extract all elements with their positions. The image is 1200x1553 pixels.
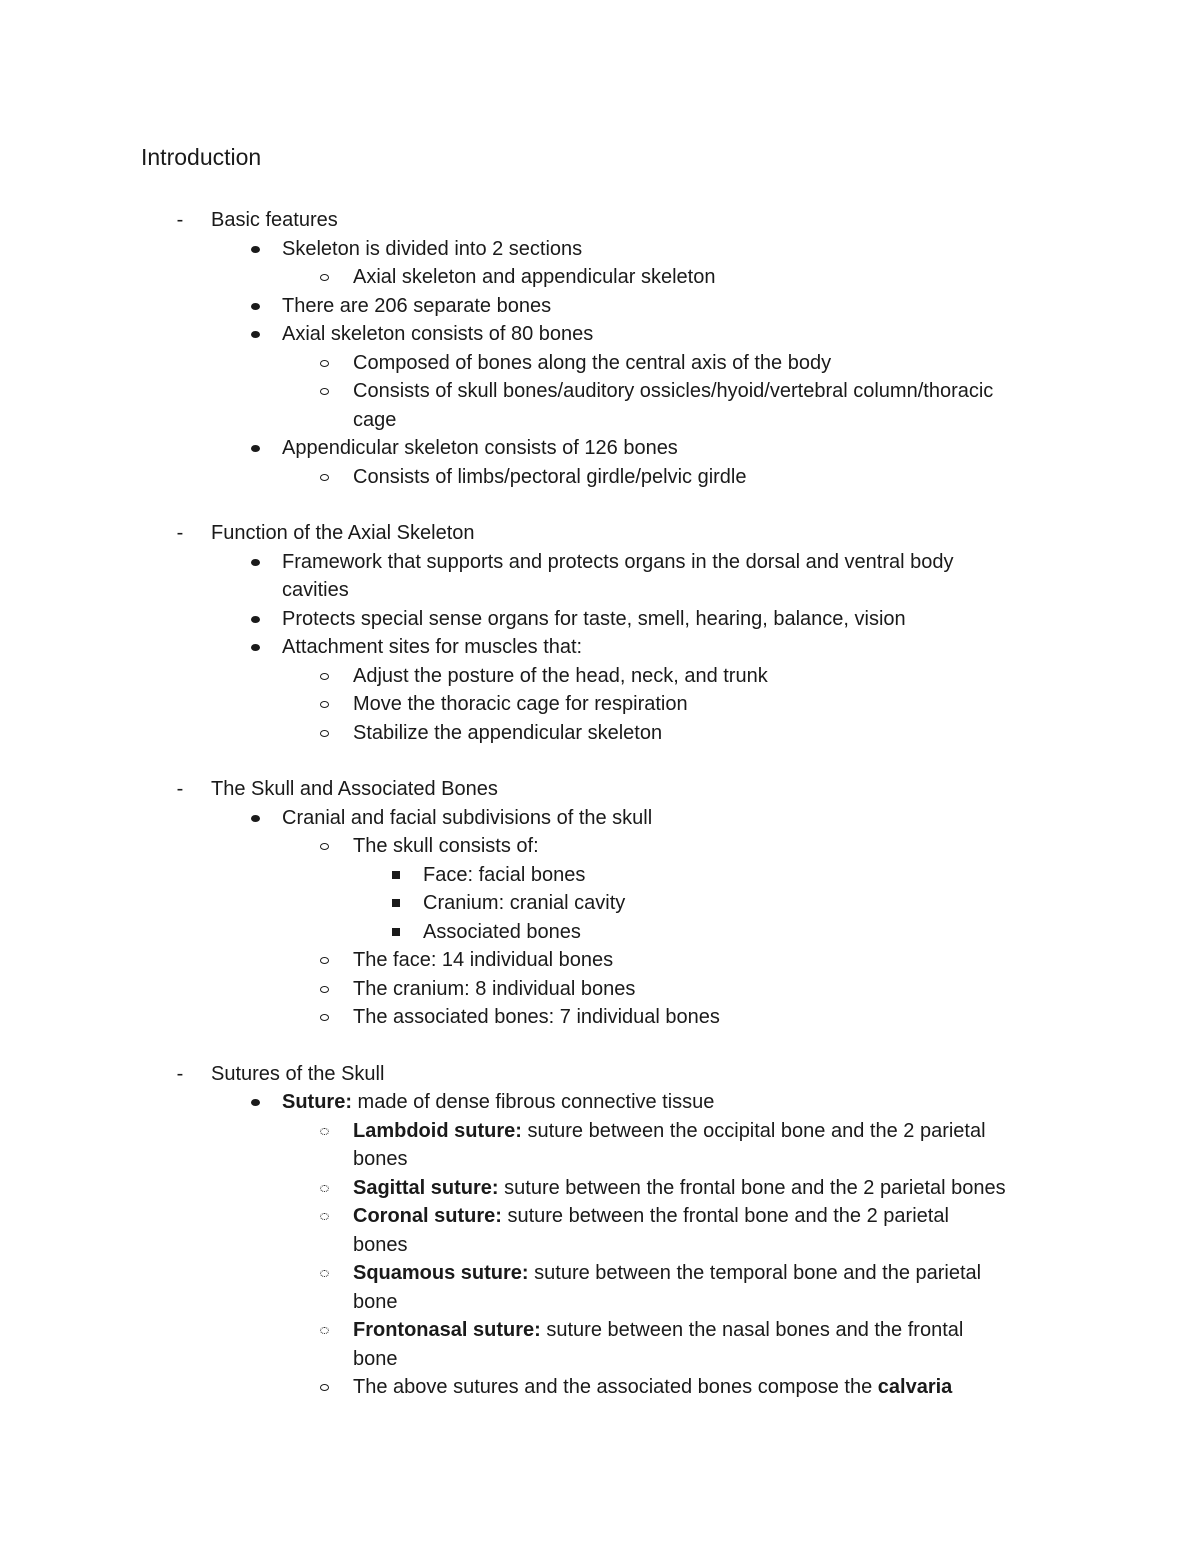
list-item: There are 206 separate bones — [0, 292, 1200, 321]
term: calvaria — [877, 1376, 953, 1398]
list-item-continuation: bones — [353, 1233, 408, 1256]
list-item: Cranium: cranial cavity — [0, 889, 1200, 918]
term: Lambdoid suture: — [353, 1119, 522, 1142]
term: Suture: — [282, 1091, 352, 1113]
page-title: Introduction — [141, 144, 262, 170]
list-item-continuation: cavities — [282, 579, 349, 601]
list-item: Consists of skull bones/auditory ossicles/hyoid/vertebral column/thoracic — [0, 377, 1200, 406]
list-item: Appendicular skeleton consists of 126 bones — [0, 434, 1200, 463]
list-item: Coronal suture: suture between the frontal bone and the 2 parietal — [0, 1202, 1200, 1231]
list-item: Squamous suture: suture between the temporal bone and the parietal — [0, 1259, 1200, 1288]
list-item-continuation: bone — [353, 1347, 398, 1370]
list-item: Lambdoid suture: suture between the occipital bone and the 2 parietal — [0, 1117, 1200, 1146]
list-item: Protects special sense organs for taste, smell, hearing, balance, vision — [0, 605, 1200, 634]
list-item: Adjust the posture of the head, neck, and trunk — [0, 662, 1200, 691]
list-item: The skull consists of: — [0, 832, 1200, 861]
list-item-continuation: bones — [353, 1148, 408, 1170]
list-item: Cranial and facial subdivisions of the skull — [0, 804, 1200, 833]
dash-marker: - — [176, 209, 184, 231]
list-item: The cranium: 8 individual bones — [0, 975, 1200, 1004]
section-heading-sutures: - Sutures of the Skull — [0, 1060, 1200, 1089]
term: Sagittal suture: — [353, 1176, 499, 1199]
list-item: Attachment sites for muscles that: — [0, 633, 1200, 662]
list-item: Axial skeleton and appendicular skeleton — [0, 263, 1200, 292]
list-item: Axial skeleton consists of 80 bones — [0, 320, 1200, 349]
list-item: Suture: made of dense fibrous connective tissue — [0, 1088, 1200, 1117]
list-item: Skeleton is divided into 2 sections — [0, 235, 1200, 264]
list-item-continuation: cage — [353, 408, 397, 431]
section-heading-skull: - The Skull and Associated Bones — [0, 775, 1200, 804]
dash-marker: - — [176, 522, 184, 544]
term: Coronal suture: — [353, 1205, 502, 1227]
list-item: Composed of bones along the central axis of the body — [0, 349, 1200, 378]
section-heading-axial-function: - Function of the Axial Skeleton — [0, 519, 1200, 548]
list-item: Consists of limbs/pectoral girdle/pelvic girdle — [0, 463, 1200, 492]
list-item: The above sutures and the associated bones compose the calvaria — [0, 1373, 1200, 1402]
dash-marker: - — [176, 1062, 184, 1085]
section-heading-basic-features: - Basic features — [0, 206, 1200, 235]
list-item: Face: facial bones — [0, 861, 1200, 890]
list-item-continuation: bone — [353, 1290, 398, 1313]
list-item: The associated bones: 7 individual bones — [0, 1003, 1200, 1032]
list-item: Associated bones — [0, 918, 1200, 947]
list-item: The face: 14 individual bones — [0, 946, 1200, 975]
list-item: Move the thoracic cage for respiration — [0, 690, 1200, 719]
document-body — [0, 206, 1200, 1402]
list-item: Frontonasal suture: suture between the nasal bones and the frontal — [0, 1316, 1200, 1345]
dash-marker: - — [176, 778, 184, 800]
list-item: Sagittal suture: suture between the frontal bone and the 2 parietal bones — [0, 1174, 1200, 1203]
term: Squamous suture: — [353, 1262, 529, 1284]
term: Frontonasal suture: — [353, 1319, 541, 1341]
list-item: Framework that supports and protects organs in the dorsal and ventral body — [0, 548, 1200, 577]
list-item: Stabilize the appendicular skeleton — [0, 719, 1200, 748]
